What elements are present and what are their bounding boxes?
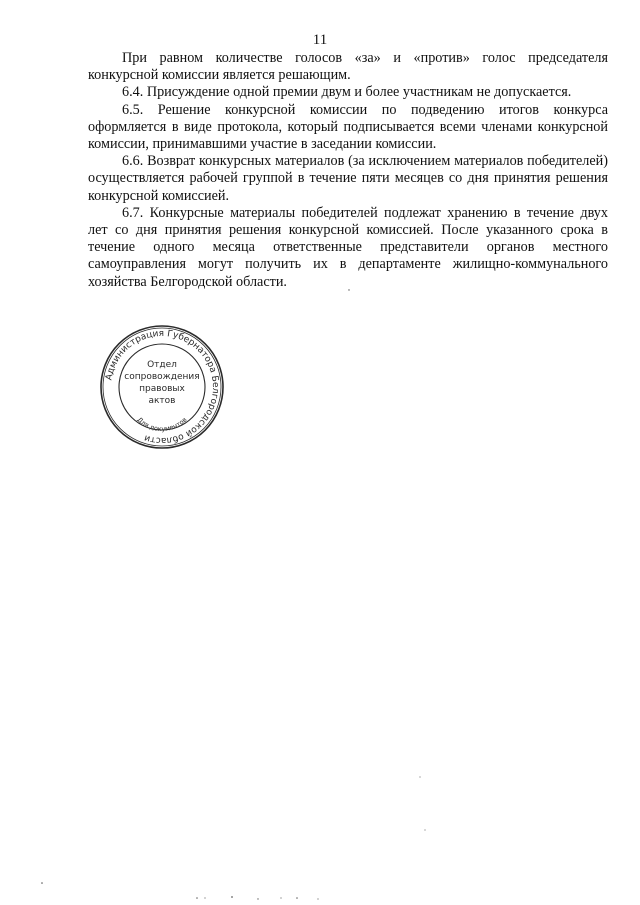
stamp-line-2: сопровождения [124,372,200,382]
scan-speck [196,897,198,899]
paragraph-6-5: 6.5. Решение конкурсной комиссии по подведению итогов конкурса оформляется в виде протокола, который подписывается всеми членами конкурсной комиссии, принимавшими участие в заседании комиссии. [88,101,608,153]
stamp-bottom-textpath: Для документов [135,415,189,434]
paragraph-6-6: 6.6. Возврат конкурсных материалов (за исключением материалов победителей) осуществляется рабочей группой в течение пяти месяцев со дня принятия решения конкурсной комиссией. [88,153,608,204]
stamp-line-1: Отдел [147,360,177,370]
scan-speck [280,897,281,898]
official-stamp [98,323,226,451]
stamp-bottom-text [135,416,188,433]
scan-speck [231,896,233,898]
scan-speck [419,776,420,777]
scan-speck [317,898,318,899]
paragraph-tie-vote: При равном количестве голосов «за» и «против» голос председателя конкурсной комиссии является решающим. [88,50,608,84]
document-body [88,50,608,291]
page-number: 11 [312,32,328,48]
scan-speck [41,882,43,884]
stamp-seal-icon [98,323,226,451]
scan-speck [257,898,258,899]
paragraph-6-4: 6.4. Присуждение одной премии двум и более участникам не допускается. [122,84,572,101]
stamp-line-4: актов [148,396,176,406]
scan-speck [296,897,298,899]
stamp-line-3: правовых [139,384,185,394]
paragraph-6-7: 6.7. Конкурсные материалы победителей подлежат хранению в течение двух лет со дня принятия решения конкурсной комиссией. После указанного срока в течение одного месяца ответственные представители органов местного самоуправления могут получить их в департаменте жилищно-коммунального хозяйства Белгородской области. [88,204,608,290]
stamp-outer-textpath: Администрация Губернатора Белгородской области [104,328,221,446]
scan-speck [424,829,425,830]
scan-speck [204,897,205,898]
